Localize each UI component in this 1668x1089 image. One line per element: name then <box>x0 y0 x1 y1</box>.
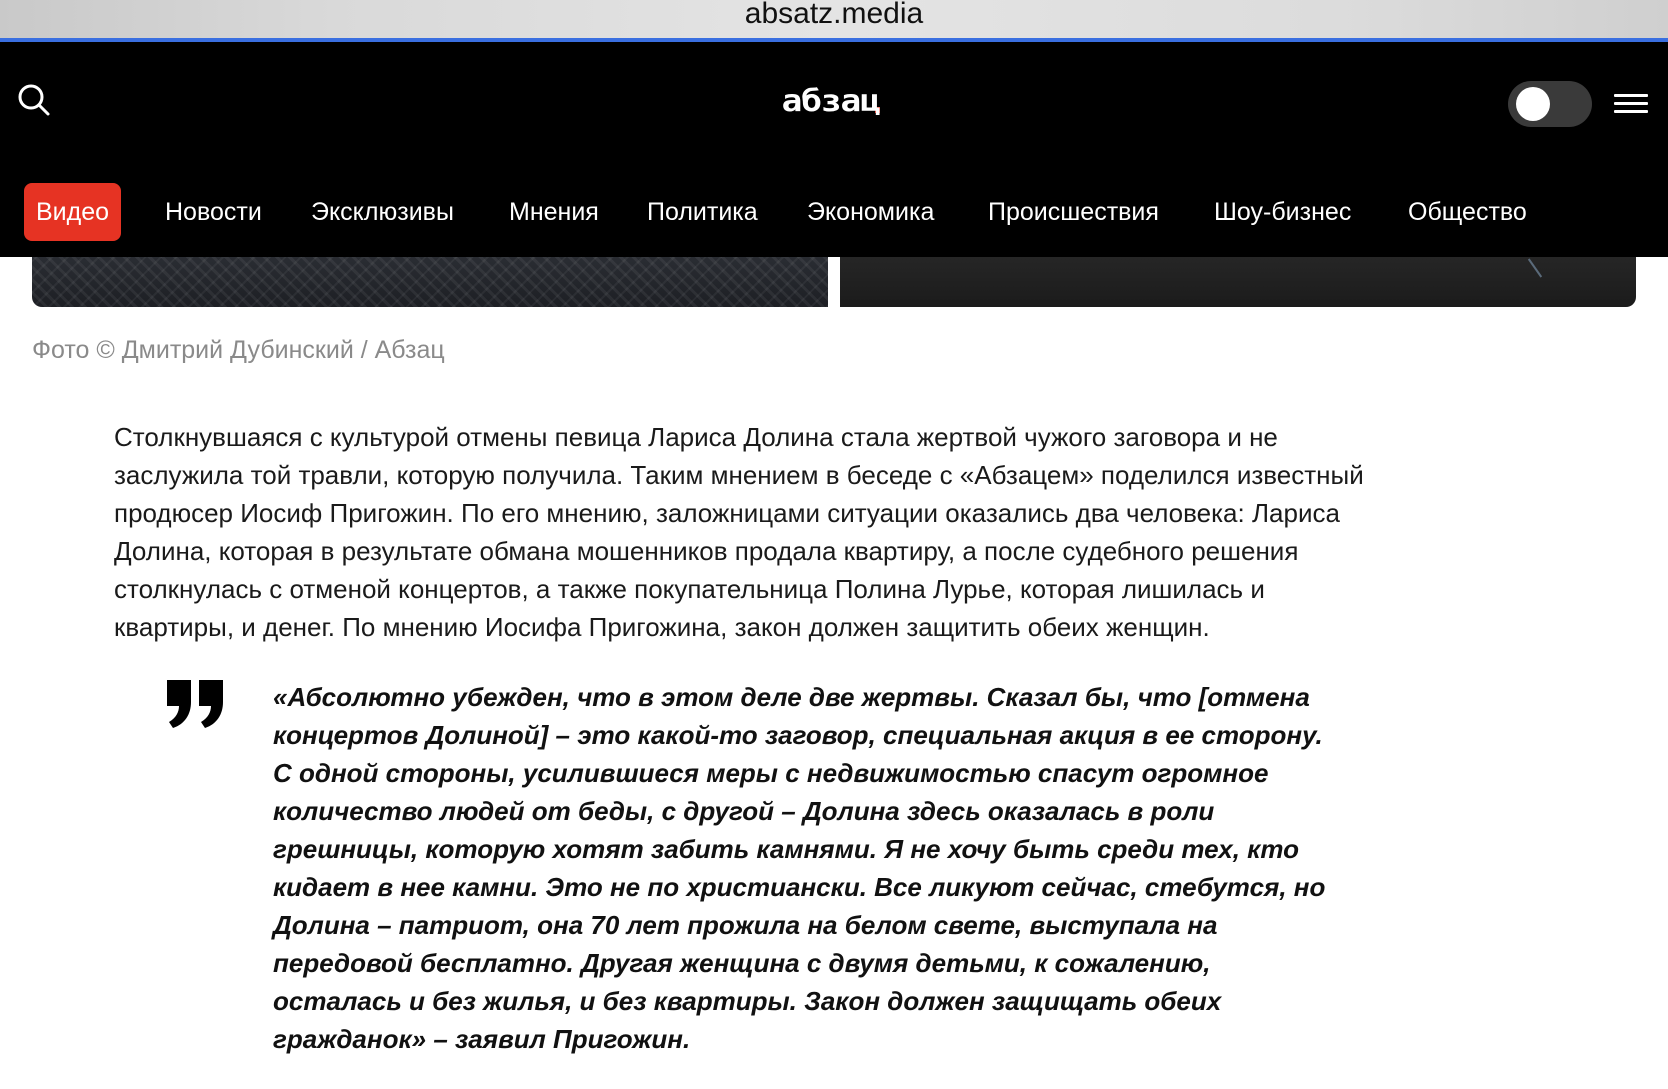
article-photo-right[interactable] <box>840 257 1636 307</box>
nav-item-showbiz[interactable]: Шоу-бизнес <box>1214 198 1352 226</box>
category-nav <box>0 183 1668 241</box>
site-header <box>0 42 1668 257</box>
quote-line: С одной стороны, усилившиеся меры с недвижимостью спасут огромное <box>273 758 1269 788</box>
quote-line: гражданок» – заявил Пригожин. <box>273 1024 691 1054</box>
url-text[interactable]: absatz.media <box>744 0 924 30</box>
browser-address-bar <box>0 0 1668 42</box>
quote-line: кидает в нее камни. Это не по христиански. Все ликуют сейчас, стебутся, но <box>273 872 1326 902</box>
lead-line: продюсер Иосиф Пригожин. По его мнению, заложницами ситуации оказались два человека: Лариса <box>114 498 1340 528</box>
lead-line: столкнулась с отменой концертов, а также покупательница Полина Лурье, которая лишилась и <box>114 574 1265 604</box>
nav-item-exclusives[interactable]: Эксклюзивы <box>311 198 454 226</box>
quote-line: осталась и без жилья, и без квартиры. Закон должен защищать обеих <box>273 986 1222 1016</box>
blockquote <box>273 678 1473 1058</box>
theme-toggle-knob <box>1516 87 1550 121</box>
lead-line: заслужила той травли, которую получила. Таким мнением в беседе с «Абзацем» поделился известный <box>114 460 1364 490</box>
nav-item-society[interactable]: Общество <box>1408 198 1527 226</box>
nav-item-opinions[interactable]: Мнения <box>509 198 599 226</box>
quote-line: концертов Долиной] – это какой-то заговор, специальная акция в ее сторону. <box>273 720 1323 750</box>
logo-text: абзац <box>781 84 880 119</box>
nav-item-incidents[interactable]: Происшествия <box>988 198 1159 226</box>
lead-line: квартиры, и денег. По мнению Иосифа Пригожина, закон должен защитить обеих женщин. <box>114 612 1210 642</box>
quote-line: «Абсолютно убежден, что в этом деле две жертвы. Сказал бы, что [отмена <box>273 682 1310 712</box>
theme-toggle[interactable] <box>1508 81 1592 127</box>
quote-line: количество людей от беды, с другой – Долина здесь оказалась в роли <box>273 796 1215 826</box>
photo-caption: Фото © Дмитрий Дубинский / Абзац <box>32 336 445 364</box>
quote-line: грешницы, которую хотят забить камнями. Я не хочу быть среди тех, кто <box>273 834 1299 864</box>
lead-line: Столкнувшаяся с культурой отмены певица Лариса Долина стала жертвой чужого заговора и не <box>114 422 1278 452</box>
quote-line: Долина – патриот, она 70 лет прожила на белом свете, выступала на <box>273 910 1218 940</box>
nav-item-video[interactable]: Видео <box>24 183 121 241</box>
nav-item-politics[interactable]: Политика <box>647 198 758 226</box>
hamburger-menu-icon[interactable] <box>1614 94 1648 116</box>
site-logo[interactable] <box>0 84 1668 120</box>
quote-mark-icon <box>165 678 227 730</box>
nav-item-news[interactable]: Новости <box>165 198 262 226</box>
article-photo-left[interactable] <box>32 257 828 307</box>
nav-item-economy[interactable]: Экономика <box>807 198 935 226</box>
quote-line: передовой бесплатно. Другая женщина с двумя детьми, к сожалению, <box>273 948 1211 978</box>
lead-line: Долина, которая в результате обмана мошенников продала квартиру, а после судебного решения <box>114 536 1299 566</box>
article-lead-paragraph <box>114 418 1594 646</box>
